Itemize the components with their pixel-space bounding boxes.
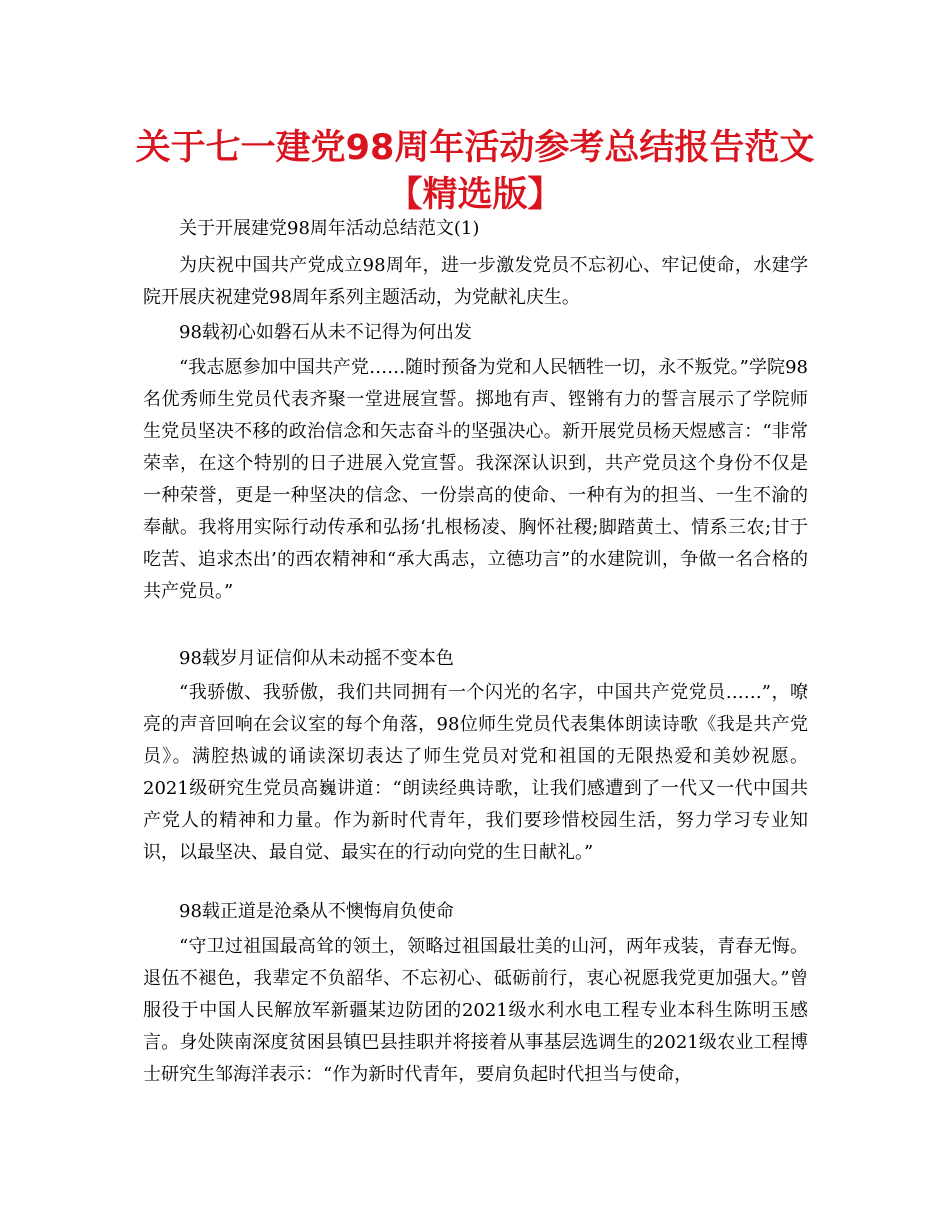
body-paragraph: “守卫过祖国最高耸的领土，领略过祖国最壮美的山河，两年戎装，青春无悔。退伍不褪色，我辈定不负韶华、不忘初心、砥砺前行，衷心祝愿我党更加强大。”曾服役于中国人民解放军新疆某边防团的2021级水利水电工程专业本科生陈明玉感言。身处陕南深度贫困县镇巴县挂职并将接着从事基层选调生的2021级农业工程博士研究生邹海洋表示：“作为新时代青年，要肩负起时代担当与使命，: [143, 936, 808, 1085]
body-paragraph: “我志愿参加中国共产党……随时预备为党和人民牺牲一切，永不叛党。”学院98名优秀师生党员代表齐聚一堂进展宣誓。掷地有声、铿锵有力的誓言展示了学院师生党员坚决不移的政治信念和矢志奋斗的坚强决心。新开展党员杨天煜感言：“非常荣幸，在这个特别的日子进展入党宣誓。我深深认识到，共产党员这个身份不仅是一种荣誉，更是一种坚决的信念、一份崇高的使命、一种有为的担当、一生不渝的奉献。我将用实际行动传承和弘扬‘扎根杨凌、胸怀社稷;脚踏黄土、情系三农;甘于吃苦、追求杰出’的西农精神和“承大禹志，立德功言”的水建院训，争做一名合格的共产党员。”: [143, 357, 808, 602]
body-paragraph: 为庆祝中国共产党成立98周年，进一步激发党员不忘初心、牢记使命，水建学院开展庆祝建党98周年系列主题活动，为党献礼庆生。: [143, 255, 808, 308]
document-title-line-2: 【精选版】: [387, 175, 563, 215]
section-heading: 98载岁月证信仰从未动摇不变本色: [179, 648, 454, 669]
body-paragraph: “我骄傲、我骄傲，我们共同拥有一个闪光的名字，中国共产党党员……”，嘹亮的声音回响在会议室的每个角落，98位师生党员代表集体朗读诗歌《我是共产党员》。满腔热诚的诵读深切表达了师生党员对党和祖国的无限热爱和美妙祝愿。2021级研究生党员高巍讲道：“朗读经典诗歌，让我们感遭到了一代又一代中国共产党人的精神和力量。作为新时代青年，我们要珍惜校园生活，努力学习专业知识，以最坚决、最自觉、最实在的行动向党的生日献礼。”: [143, 682, 808, 863]
section-heading: 98载正道是沧桑从不懊悔肩负使命: [179, 901, 454, 922]
document-title-line-1: 关于七一建党98周年活动参考总结报告范文: [135, 128, 815, 168]
section-heading: 关于开展建党98周年活动总结范文(1): [179, 218, 480, 239]
section-heading: 98载初心如磐石从未不记得为何出发: [179, 322, 472, 343]
